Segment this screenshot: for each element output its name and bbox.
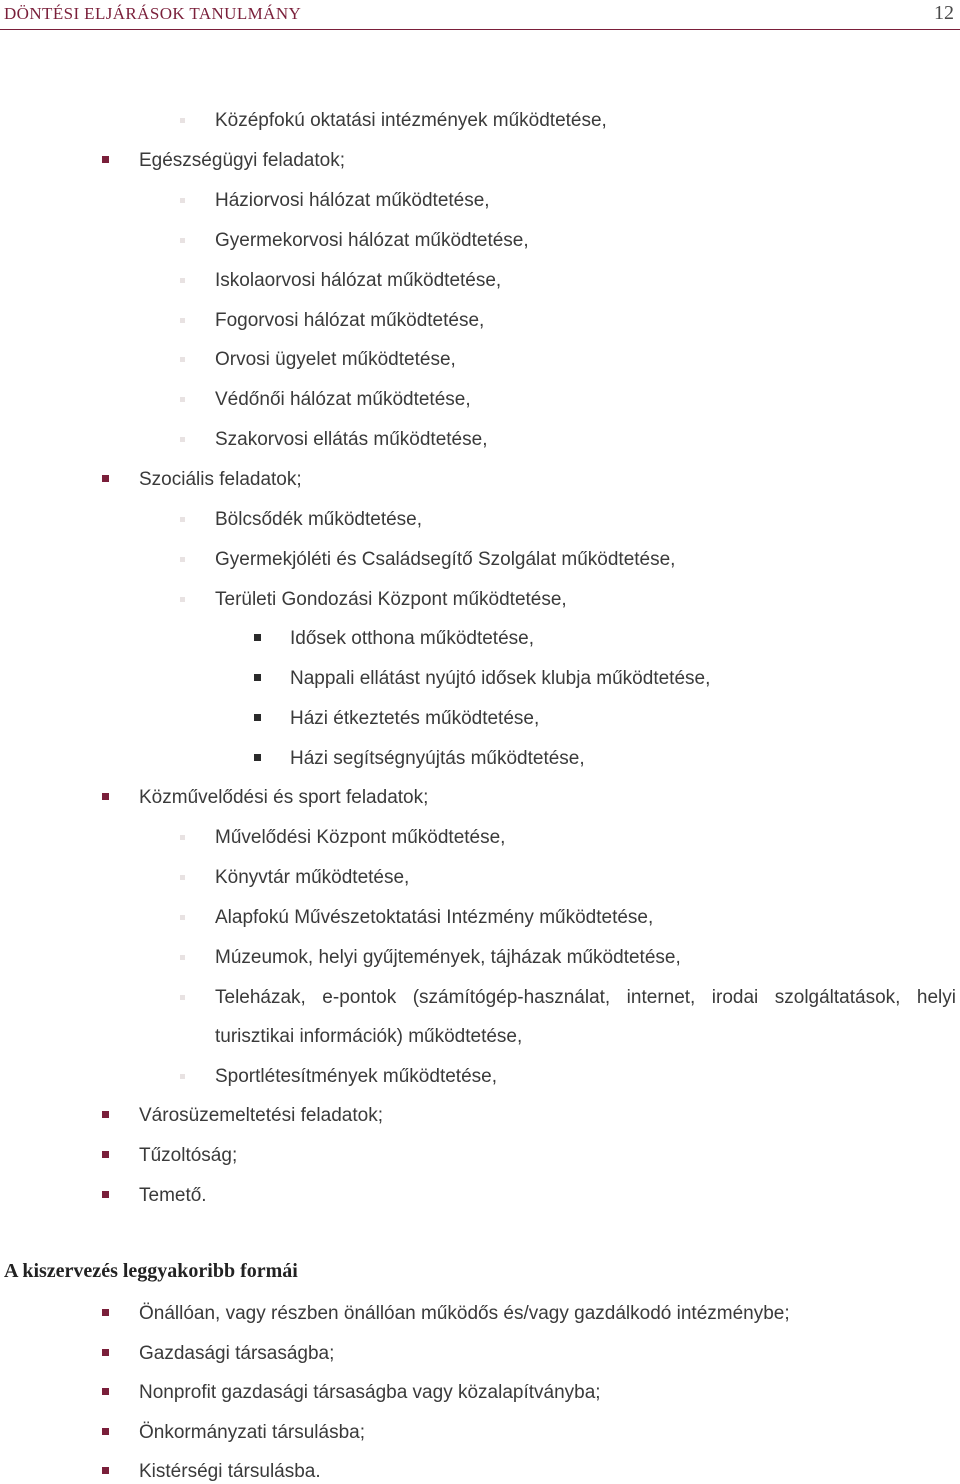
- bullet-square: [102, 156, 109, 163]
- list-item: Kistérségi társulásba.: [139, 1461, 321, 1482]
- page-number: 12: [934, 2, 954, 24]
- page-header: [0, 0, 960, 30]
- bullet-square: [102, 1111, 109, 1118]
- list-item: Nonprofit gazdasági társaságba vagy közalapítványba;: [139, 1382, 601, 1403]
- bullet-dark: [254, 634, 261, 641]
- list-item: Temető.: [139, 1185, 207, 1206]
- bullet-light: [180, 118, 185, 123]
- bullet-square: [102, 1309, 109, 1316]
- bullet-light: [180, 915, 185, 920]
- bullet-light: [180, 318, 185, 323]
- list-item: Házi segítségnyújtás működtetése,: [290, 748, 585, 769]
- bullet-light: [180, 995, 185, 1000]
- list-item: Területi Gondozási Központ működtetése,: [215, 589, 567, 610]
- bullet-light: [180, 597, 185, 602]
- bullet-square: [102, 475, 109, 482]
- list-item: Múzeumok, helyi gyűjtemények, tájházak működtetése,: [215, 947, 681, 968]
- bullet-light: [180, 278, 185, 283]
- list-item: Városüzemeltetési feladatok;: [139, 1105, 383, 1126]
- list-item: Alapfokú Művészetoktatási Intézmény működtetése,: [215, 907, 654, 928]
- bullet-square: [102, 1349, 109, 1356]
- bullet-light: [180, 238, 185, 243]
- bullet-light: [180, 875, 185, 880]
- list-item: Szakorvosi ellátás működtetése,: [215, 429, 488, 450]
- bullet-light: [180, 557, 185, 562]
- list-item: Teleházak, e-pontok (számítógép-használat, internet, irodai szolgáltatások, helyi: [215, 987, 956, 1008]
- list-item: Tűzoltóság;: [139, 1145, 238, 1166]
- bullet-light: [180, 1074, 185, 1079]
- list-item: Könyvtár működtetése,: [215, 867, 410, 888]
- list-item: Középfokú oktatási intézmények működtetése,: [215, 110, 607, 131]
- list-item: Önállóan, vagy részben önállóan működős és/vagy gazdálkodó intézménybe;: [139, 1303, 790, 1324]
- list-item: Egészségügyi feladatok;: [139, 150, 345, 171]
- bullet-dark: [254, 714, 261, 721]
- list-item: Gyermekjóléti és Családsegítő Szolgálat működtetése,: [215, 549, 676, 570]
- bullet-dark: [254, 674, 261, 681]
- list-item-continuation: turisztikai információk) működtetése,: [215, 1026, 523, 1047]
- list-item: Fogorvosi hálózat működtetése,: [215, 310, 485, 331]
- bullet-dark: [254, 754, 261, 761]
- list-item: Önkormányzati társulásba;: [139, 1422, 365, 1443]
- list-item: Házi étkeztetés működtetése,: [290, 708, 540, 729]
- list-item: Háziorvosi hálózat működtetése,: [215, 190, 490, 211]
- list-item: Idősek otthona működtetése,: [290, 628, 534, 649]
- bullet-light: [180, 357, 185, 362]
- bullet-square: [102, 1467, 109, 1474]
- document-title: DÖNTÉSI ELJÁRÁSOK TANULMÁNY: [4, 4, 302, 23]
- bullet-square: [102, 1151, 109, 1158]
- section-heading: A kiszervezés leggyakoribb formái: [4, 1260, 298, 1282]
- list-item: Sportlétesítmények működtetése,: [215, 1066, 497, 1087]
- list-item: Gazdasági társaságba;: [139, 1343, 335, 1364]
- list-item: Művelődési Központ működtetése,: [215, 827, 506, 848]
- bullet-light: [180, 955, 185, 960]
- bullet-light: [180, 198, 185, 203]
- bullet-square: [102, 1191, 109, 1198]
- list-item: Szociális feladatok;: [139, 469, 302, 490]
- bullet-square: [102, 793, 109, 800]
- bullet-square: [102, 1388, 109, 1395]
- bullet-light: [180, 517, 185, 522]
- list-item: Iskolaorvosi hálózat működtetése,: [215, 270, 502, 291]
- list-item: Nappali ellátást nyújtó idősek klubja működtetése,: [290, 668, 711, 689]
- bullet-square: [102, 1428, 109, 1435]
- list-item: Védőnői hálózat működtetése,: [215, 389, 471, 410]
- bullet-light: [180, 437, 185, 442]
- list-item: Bölcsődék működtetése,: [215, 509, 423, 530]
- bullet-light: [180, 397, 185, 402]
- list-item: Közművelődési és sport feladatok;: [139, 787, 429, 808]
- bullet-light: [180, 835, 185, 840]
- list-item: Orvosi ügyelet működtetése,: [215, 349, 456, 370]
- list-item: Gyermekorvosi hálózat működtetése,: [215, 230, 529, 251]
